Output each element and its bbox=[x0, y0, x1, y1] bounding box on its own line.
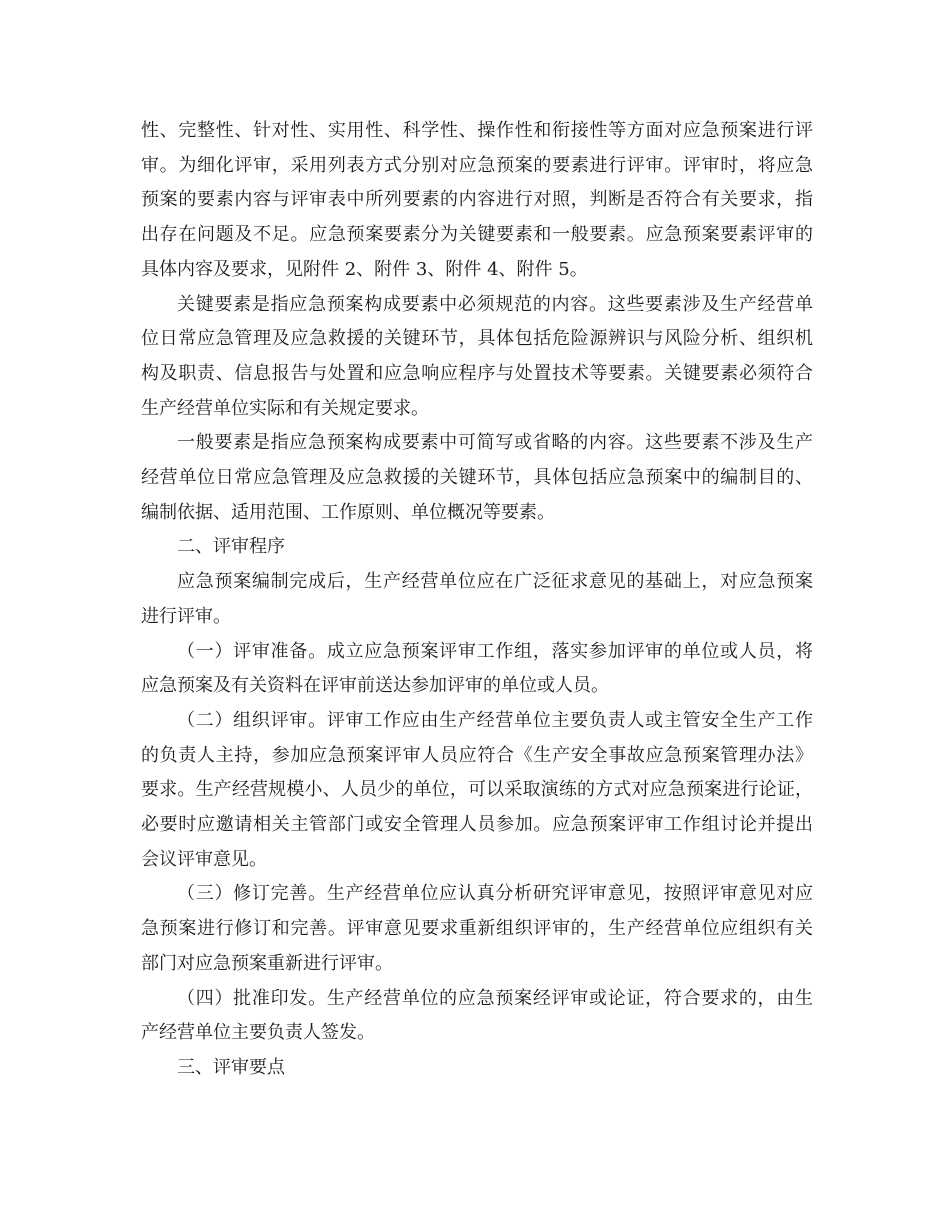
section-heading bbox=[141, 530, 813, 565]
text-line: 生产经营单位实际和有关规定要求。 bbox=[141, 397, 429, 419]
text-line: 急预案进行修订和完善。评审意见要求重新组织评审的，生产经营单位应组织有关 bbox=[141, 918, 813, 940]
text-line: 的负责人主持，参加应急预案评审人员应符合《生产安全事故应急预案管理办法》 bbox=[141, 744, 813, 766]
text-line: 部门对应急预案重新进行评审。 bbox=[141, 952, 393, 974]
paragraph bbox=[141, 426, 813, 530]
text-line: 具体内容及要求，见附件 2、附件 3、附件 4、附件 5。 bbox=[141, 258, 588, 280]
section-heading bbox=[141, 1051, 813, 1086]
text-line: （二）组织评审。评审工作应由生产经营单位主要负责人或主管安全生产工作 bbox=[177, 709, 813, 731]
section-heading-text: 二、评审程序 bbox=[177, 536, 285, 558]
text-line: 一般要素是指应急预案构成要素中可简写或省略的内容。这些要素不涉及生产 bbox=[177, 432, 813, 454]
document-body bbox=[141, 114, 813, 1086]
text-line: 关键要素是指应急预案构成要素中必须规范的内容。这些要素涉及生产经营单 bbox=[177, 293, 813, 315]
paragraph bbox=[141, 877, 813, 981]
paragraph bbox=[141, 635, 813, 704]
paragraph bbox=[141, 565, 813, 634]
text-line: 预案的要素内容与评审表中所列要素的内容进行对照，判断是否符合有关要求，指 bbox=[141, 189, 813, 211]
text-line: 性、完整性、针对性、实用性、科学性、操作性和衔接性等方面对应急预案进行评 bbox=[141, 120, 813, 141]
text-line: （一）评审准备。成立应急预案评审工作组，落实参加评审的单位或人员，将 bbox=[177, 640, 813, 662]
paragraph bbox=[141, 288, 813, 427]
text-line: 产经营单位主要负责人签发。 bbox=[141, 1022, 375, 1044]
text-line: 应急预案编制完成后，生产经营单位应在广泛征求意见的基础上，对应急预案 bbox=[177, 571, 813, 593]
paragraph bbox=[141, 114, 813, 288]
text-line: 应急预案及有关资料在评审前送达参加评审的单位或人员。 bbox=[141, 675, 609, 697]
paragraph bbox=[141, 704, 813, 878]
text-line: 审。为细化评审，采用列表方式分别对应急预案的要素进行评审。评审时，将应急 bbox=[141, 154, 813, 176]
text-line: 位日常应急管理及应急救援的关键环节，具体包括危险源辨识与风险分析、组织机 bbox=[141, 328, 813, 350]
text-line: 会议评审意见。 bbox=[141, 848, 267, 870]
text-line: 编制依据、适用范围、工作原则、单位概况等要素。 bbox=[141, 501, 555, 523]
text-line: 必要时应邀请相关主管部门或安全管理人员参加。应急预案评审工作组讨论并提出 bbox=[141, 814, 813, 836]
text-line: 经营单位日常应急管理及应急救援的关键环节，具体包括应急预案中的编制目的、 bbox=[141, 467, 813, 489]
text-line: 进行评审。 bbox=[141, 605, 231, 627]
text-line: （三）修订完善。生产经营单位应认真分析研究评审意见，按照评审意见对应 bbox=[177, 883, 813, 905]
section-heading-text: 三、评审要点 bbox=[177, 1056, 285, 1078]
text-line: 要求。生产经营规模小、人员少的单位，可以采取演练的方式对应急预案进行论证， bbox=[141, 779, 813, 801]
text-line: （四）批准印发。生产经营单位的应急预案经评审或论证，符合要求的，由生 bbox=[177, 987, 813, 1009]
text-line: 出存在问题及不足。应急预案要素分为关键要素和一般要素。应急预案要素评审的 bbox=[141, 224, 813, 246]
paragraph bbox=[141, 982, 813, 1051]
text-line: 构及职责、信息报告与处置和应急响应程序与处置技术等要素。关键要素必须符合 bbox=[141, 362, 813, 384]
